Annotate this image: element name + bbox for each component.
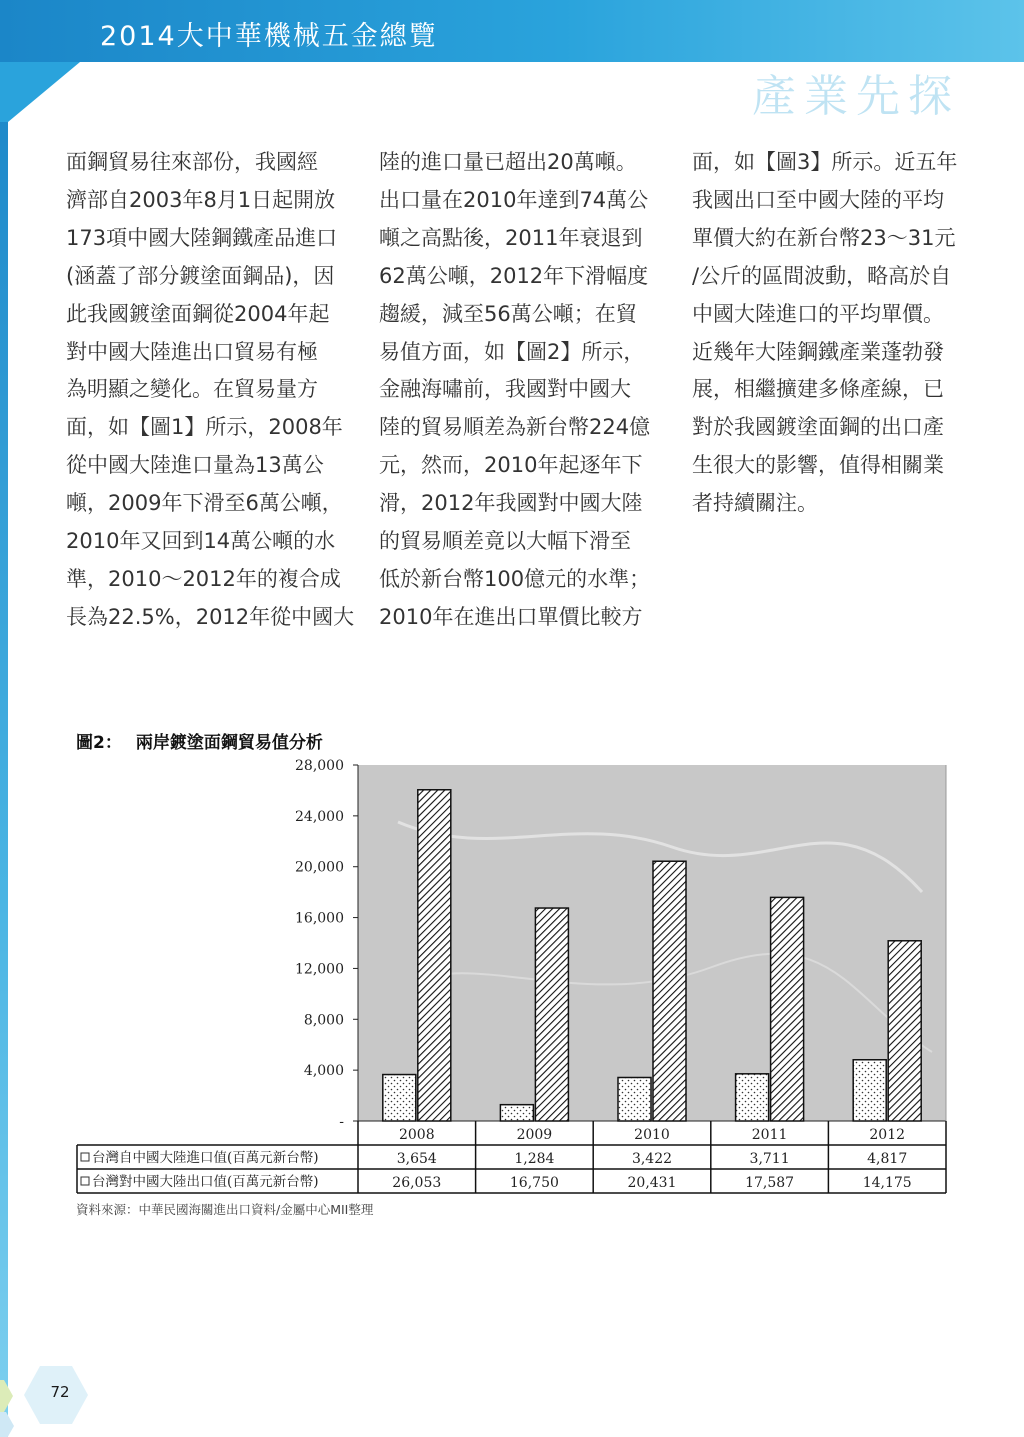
text-line: 我國出口至中國大陸的平均 [692, 187, 944, 212]
data-table-value: 4,817 [867, 1151, 908, 1167]
export-bar [888, 941, 921, 1121]
figure-number: 圖2： [76, 733, 122, 753]
data-table-value: 26,053 [392, 1175, 442, 1191]
data-table-value: 20,431 [627, 1175, 677, 1191]
text-line: 面，如【圖1】所示，2008年 [66, 415, 343, 440]
text-line: 陸的進口量已超出20萬噸。 [379, 150, 637, 174]
data-table-value: 16,750 [509, 1175, 559, 1191]
text-line: 面鋼貿易往來部份，我國經 [66, 150, 318, 174]
text-line: 元，然而，2010年起逐年下 [379, 453, 643, 478]
text-line: 中國大陸進口的平均單價。 [692, 301, 944, 326]
legend-swatch [81, 1177, 89, 1185]
text-line: 滑，2012年我國對中國大陸 [379, 491, 643, 516]
publication-title: 2014大中華機械五金總覽 [100, 21, 438, 52]
text-line: 為明顯之變化。在貿易量方 [66, 377, 318, 402]
figure-source: 資料來源：中華民國海關進出口資料/金屬中心MII整理 [76, 1202, 374, 1217]
text-line: 低於新台幣100億元的水準； [379, 566, 651, 591]
x-tick-label: 2008 [398, 1127, 435, 1143]
text-line: 金融海嘯前，我國對中國大 [379, 377, 631, 402]
x-tick-label: 2011 [751, 1127, 788, 1143]
text-line: 173項中國大陸鋼鐵產品進口 [66, 225, 338, 250]
export-bar [418, 790, 451, 1121]
text-column-1 [66, 144, 355, 637]
y-tick-label: 4,000 [303, 1063, 344, 1080]
section-label: 產業先探 [752, 71, 960, 122]
y-tick-label: 8,000 [303, 1012, 344, 1029]
import-bar [500, 1105, 533, 1121]
data-table-value: 3,711 [749, 1151, 790, 1167]
import-bar [618, 1077, 651, 1121]
data-table-value: 14,175 [862, 1175, 912, 1191]
text-line: 此我國鍍塗面鋼從2004年起 [66, 301, 330, 326]
text-line: 趨緩，減至56萬公噸；在貿 [379, 301, 637, 326]
y-tick-label: 28,000 [295, 758, 344, 774]
x-tick-label: 2010 [634, 1127, 670, 1143]
text-line: 陸的貿易順差為新台幣224億 [379, 415, 651, 440]
y-tick-label: 16,000 [295, 910, 344, 927]
import-bar [383, 1075, 416, 1121]
figure-title: 兩岸鍍塗面鋼貿易值分析 [135, 733, 323, 753]
text-column-2 [379, 144, 651, 637]
text-line: 62萬公噸，2012年下滑幅度 [379, 263, 649, 288]
text-line: 者持續關注。 [692, 491, 818, 516]
text-line: 近幾年大陸鋼鐵產業蓬勃發 [692, 339, 944, 364]
text-line: (涵蓋了部分鍍塗面鋼品)，因 [66, 263, 335, 288]
data-table-value: 3,654 [396, 1151, 437, 1167]
export-bar [653, 861, 686, 1121]
text-line: 濟部自2003年8月1日起開放 [66, 187, 336, 212]
text-line: 對中國大陸進出口貿易有極 [66, 339, 318, 364]
page-number: 72 [50, 1383, 70, 1401]
text-line: 展，相繼擴建多條產線，已 [692, 377, 944, 402]
data-table-value: 17,587 [745, 1175, 795, 1191]
text-column-3 [692, 144, 960, 523]
export-bar [771, 897, 804, 1121]
text-line: 的貿易順差竟以大幅下滑至 [379, 529, 631, 554]
export-bar [535, 908, 568, 1121]
import-bar [853, 1060, 886, 1121]
y-tick-label: 24,000 [295, 808, 344, 825]
text-line: 2010年在進出口單價比較方 [379, 604, 643, 629]
text-line: 長為22.5%，2012年從中國大 [66, 604, 355, 629]
header-band [0, 0, 1024, 62]
x-tick-label: 2009 [516, 1127, 553, 1143]
header-corner-decoration [0, 60, 90, 130]
text-line: 對於我國鍍塗面鋼的出口產 [692, 415, 944, 440]
text-line: 單價大約在新台幣23～31元 [692, 225, 956, 250]
x-tick-label: 2012 [869, 1127, 906, 1143]
text-line: 出口量在2010年達到74萬公 [379, 187, 649, 212]
y-tick-label: - [339, 1114, 344, 1130]
text-line: 從中國大陸進口量為13萬公 [66, 453, 324, 478]
left-accent-bar [0, 62, 8, 1437]
text-line: 噸，2009年下滑至6萬公噸， [66, 491, 343, 516]
text-line: 生很大的影響，值得相關業 [692, 453, 944, 478]
y-tick-label: 12,000 [295, 961, 344, 978]
import-bar [736, 1074, 769, 1121]
y-tick-label: 20,000 [295, 859, 344, 876]
legend-series-name: 台灣對中國大陸出口值(百萬元新台幣) [92, 1174, 319, 1190]
text-line: 噸之高點後，2011年衰退到 [379, 225, 643, 250]
legend-swatch [81, 1153, 89, 1161]
data-table-value: 1,284 [514, 1151, 555, 1167]
text-line: 準，2010～2012年的複合成 [66, 566, 341, 591]
data-table-value: 3,422 [631, 1151, 673, 1167]
text-line: 面，如【圖3】所示。近五年 [692, 150, 958, 174]
figure-caption [76, 728, 323, 753]
text-line: 2010年又回到14萬公噸的水 [66, 529, 336, 554]
trade-value-chart [72, 752, 952, 1194]
text-line: 易值方面，如【圖2】所示， [379, 339, 645, 364]
legend-series-name: 台灣自中國大陸進口值(百萬元新台幣) [92, 1150, 319, 1166]
text-line: /公斤的區間波動，略高於自 [692, 263, 952, 288]
